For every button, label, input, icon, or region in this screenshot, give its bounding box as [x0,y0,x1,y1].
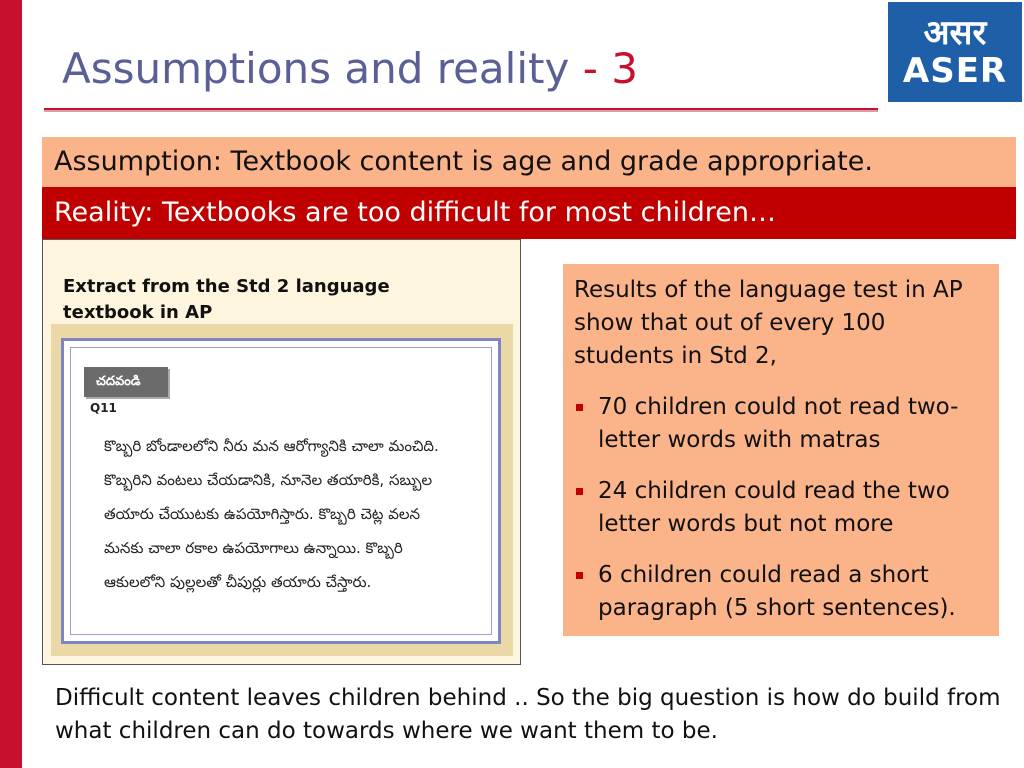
results-bullet-text: 70 children could not read two-letter words with matras [598,394,959,453]
bullet-square-icon [576,488,583,495]
results-bullet [574,559,987,625]
title-underline-shadow [44,110,878,112]
bullet-square-icon [576,404,583,411]
read-tag: చదవండి [84,367,168,397]
results-bullet [574,475,987,541]
left-accent-bar [0,0,22,768]
logo-english-text: ASER [902,51,1008,91]
results-bullet-text: 24 children could read the two letter words but not more [598,478,950,537]
title-number: 3 [611,44,638,93]
bullet-square-icon [576,572,583,579]
results-bullet-text: 6 children could read a short paragraph (5 short sentences). [598,562,956,621]
aser-logo [888,2,1022,102]
results-bullet [574,391,987,457]
telugu-line: కొబ్బరిని వంటలు చేయడానికి, నూనెల తయారికి, సబ్బుల [104,471,433,489]
textbook-page-image [51,324,513,656]
results-panel [563,264,999,636]
title-main: Assumptions and reality [62,44,570,93]
title-dash: - [582,44,598,93]
conclusion-text: Difficult content leaves children behind .. So the big question is how do build from what children can do towards where we want them to be. [55,685,1001,744]
slide-title [62,44,638,93]
telugu-line: మనకు చాలా రకాల ఉపయోగాలు ఉన్నాయి. కొబ్బరి [104,539,403,557]
textbook-extract-panel [42,239,521,665]
telugu-line: తయారు చేయుటకు ఉపయోగిస్తారు. కొబ్బరి చెట్ల వలన [104,505,421,523]
telugu-line: కొబ్బరి బోండాలలోని నీరు మన ఆరోగ్యానికి చాలా మంచిది. [104,437,439,455]
results-intro: Results of the language test in AP show that out of every 100 students in Std 2, [574,277,963,369]
question-label: Q11 [90,401,117,415]
telugu-line: ఆకులలోని పుల్లలతో చీపుర్లు తయారు చేస్తారు. [104,573,372,591]
logo-hindi-text: असर [923,13,987,53]
textbook-page-frame [61,338,501,644]
reality-banner: Reality: Textbooks are too difficult for most children… [42,187,1016,239]
telugu-passage [104,429,464,599]
extract-heading: Extract from the Std 2 language textbook in AP [63,276,390,323]
assumption-banner: Assumption: Textbook content is age and grade appropriate. [42,137,1016,187]
